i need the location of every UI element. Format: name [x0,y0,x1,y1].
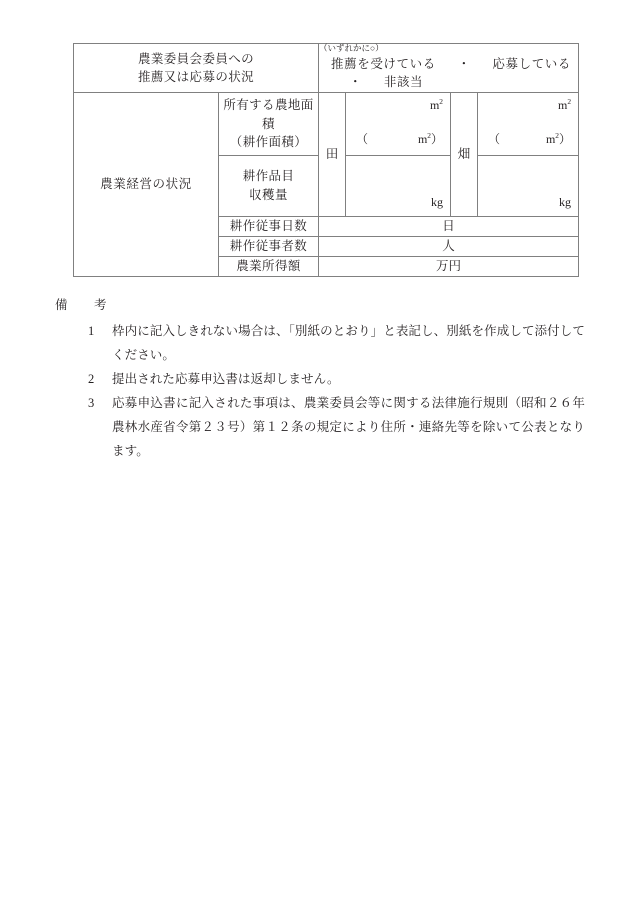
application-form-table [73,43,579,277]
recommendation-label-line2: 推薦又は応募の状況 [137,69,255,84]
recommendation-status-label [74,44,319,93]
agricultural-income-input-cell[interactable]: 万円 [319,256,579,276]
row-recommendation-status [74,44,579,93]
upland-harvest-unit: kg [559,195,572,210]
crop-harvest-label-line2: 収穫量 [249,187,288,202]
crop-harvest-label [219,155,319,216]
remarks-section [55,293,585,463]
farming-days-label: 耕作従事日数 [219,216,319,236]
remark-note-2 [88,367,585,391]
recommendation-label-line1: 農業委員会委員への [137,51,255,66]
agricultural-income-label: 農業所得額 [219,256,319,276]
farming-workers-input-cell[interactable]: 人 [319,236,579,256]
paddy-area-unit: $m^2$ [429,96,444,112]
remarks-title: 備 考 [55,298,114,312]
choice-separator-1: ・ [457,57,471,72]
paddy-paren-open: （ [356,132,369,147]
choice-option-not-applicable[interactable]: 非該当 [383,75,424,90]
remark-note-1-number: 1 [88,324,95,338]
upland-paren-unit: $m^2$） [545,131,572,147]
paddy-harvest-unit: kg [431,195,444,210]
owned-area-label [219,92,319,155]
paddy-harvest-input-cell[interactable] [346,155,451,216]
choice-option-applied[interactable]: 応募している [492,57,572,72]
remark-note-3 [88,391,585,463]
remark-note-3-number: 3 [88,396,95,410]
upland-area-paren-line [488,131,571,148]
owned-area-label-line2: （耕作面積） [229,134,308,149]
owned-area-label-line1: 所有する農地面積 [223,98,314,131]
remark-note-2-text: 提出された応募申込書は返却しません。 [112,372,340,386]
choice-hint-text: （いずれかに○） [319,43,384,53]
remark-note-1-text: 枠内に記入しきれない場合は、「別紙のとおり」と表記し、別紙を作成して添付してください。 [112,324,585,362]
paddy-paren-unit: $m^2$） [417,131,444,147]
upland-area-unit: $m^2$ [557,96,572,112]
upland-area-input-cell[interactable] [478,92,579,155]
farming-workers-label: 耕作従事者数 [219,236,319,256]
paddy-field-label: 田 [319,92,346,216]
management-section-label: 農業経営の状況 [74,92,219,276]
recommendation-choices-cell [319,44,579,93]
crop-harvest-label-line1: 耕作品目 [242,169,295,184]
paddy-area-paren-line [356,131,443,148]
choice-option-recommended[interactable]: 推薦を受けている [331,57,436,72]
remark-note-3-text: 応募申込書に記入された事項は、農業委員会等に関する法律施行規則（昭和２６年農林水産省令第２３号）第１２条の規定により住所・連絡先等を除いて公表となります。 [112,396,585,458]
upland-harvest-input-cell[interactable] [478,155,579,216]
choice-separator-2: ・ [349,75,363,90]
farming-days-input-cell[interactable]: 日 [319,216,579,236]
remark-note-1 [88,319,585,367]
paddy-area-input-cell[interactable] [346,92,451,155]
choice-options [319,55,578,91]
upland-field-label: 畑 [451,92,478,216]
remark-note-2-number: 2 [88,372,95,386]
row-owned-farmland-area [74,92,579,155]
upland-paren-open: （ [488,132,501,147]
